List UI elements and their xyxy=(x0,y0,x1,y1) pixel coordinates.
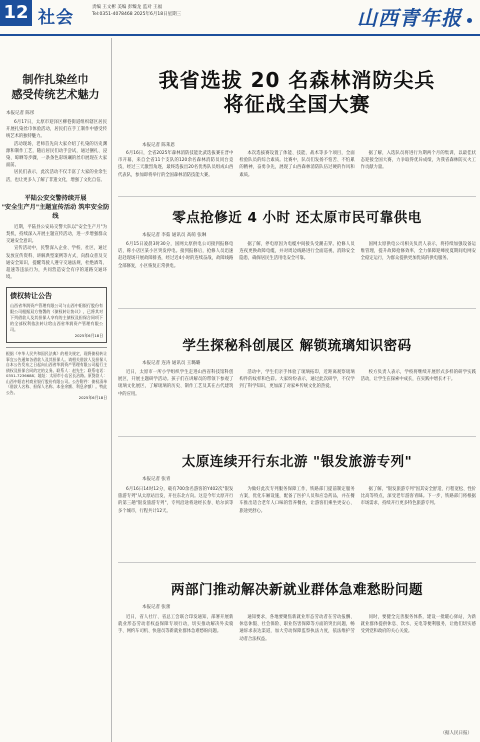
text-column xyxy=(239,369,354,427)
editor-line: 责编 王文彬 美编 彭臻龙 监对 王福 xyxy=(92,5,163,10)
article-5-byline: 本报记者 张蕾 xyxy=(142,605,171,610)
title-line: 平陆公安交警持续开展 xyxy=(24,194,87,202)
article-2-body xyxy=(118,241,476,301)
paragraph: 宣传活动中，民警深入企业、学校、社区，通过发放宣传资料、讲解典型案例等方式，向群众普及交通安全知识，提醒驾驶人遵守交通法规，杜绝酒驾、超速等违法行为，共同营造安全有序的道路交通环境。 xyxy=(6,246,107,281)
paragraph: 同时，要健全完善服务体系，建设一批暖心驿站，为新就业群体提供休息、饮水、充电等便利服务，让他们切实感受到党和政府的关心关爱。 xyxy=(360,615,476,635)
section-divider xyxy=(118,196,476,197)
title-line: 制作扎染丝巾 xyxy=(22,73,89,86)
editor-meta xyxy=(92,4,181,18)
newspaper-masthead: 山西青年报 xyxy=(357,6,462,30)
paragraph: 近期，平陆县公安局交警大队以"安全生产月"为契机，持续深入开展主题宣传活动，进一步增强群众交通安全意识。 xyxy=(6,224,107,245)
section-divider xyxy=(118,562,476,563)
main-column xyxy=(118,38,476,742)
page-number-badge: 12 xyxy=(0,0,32,26)
paragraph: 居民们表示，此次活动不仅丰富了大家的业余生活，也让更多人了解了非遗文化，增强了文化自信。 xyxy=(6,170,107,183)
text-column xyxy=(361,486,476,556)
article-1-byline: 本报记者 陈莱恩 xyxy=(142,143,175,148)
paragraph: 据了解，入选队员将进行为期两个月的集训，以最佳状态迎接全国大赛，力争取得优异成绩，为我省森林防灭火工作贡献力量。 xyxy=(360,151,476,171)
notice-title xyxy=(0,194,111,221)
legal-notice-date: 2025年6月18日 xyxy=(74,333,103,339)
notice-body xyxy=(6,224,107,282)
article-4-headline: 太原连续开行东北游 "银发旅游专列" xyxy=(181,454,413,470)
left-article-title xyxy=(0,72,111,102)
text-column xyxy=(118,486,233,556)
text-column xyxy=(239,486,354,556)
text-column xyxy=(239,614,354,726)
masthead-dot-icon xyxy=(467,18,472,23)
text-column xyxy=(118,150,233,190)
article-3-headline: 学生探秘科创展区 解锁琉璃知识密码 xyxy=(182,338,412,354)
date-line: Tel:0351-4078468 2025年6月18日星期三 xyxy=(92,12,182,17)
text-column xyxy=(239,150,354,190)
paragraph: 近日，省人社厅、省总工会联合印发通知，部署开展新就业形态劳动者权益保障专项行动，切实推动解决外卖骑手、网约车司机、快递员等新就业群体急难愁盼问题。 xyxy=(118,615,234,635)
legal-notice-box xyxy=(6,287,107,343)
text-column xyxy=(361,614,476,726)
article-2-byline: 本报记者 李茹 通讯员 高萌 张琳 xyxy=(142,233,207,238)
paragraph: 本次选拔赛设置了体能、技能、战术等多个项目，全面检验队员的综合素质。比赛中，队员们发扬不怕苦、不怕累的精神，奋勇争先，展现了山西森林消防队伍过硬的作风和素质。 xyxy=(239,151,355,178)
paragraph: 近日，太原市一所小学组织学生走进山西省科技馆科创展区，开展主题研学活动。孩子们在讲解员的带领下参观了琉璃文化展区，了解琉璃的历史、制作工艺及其在古代建筑中的应用。 xyxy=(118,370,234,397)
text-column xyxy=(361,150,476,190)
legal-notice-text: 根据《中华人民共和国民法典》的相关规定，现将债权转让事宜公告通知各借款人及其担保人。请相关借款人及担保人自本公告发布之日起向山西省华润资产管理有限公司履行主债权及担保合同约定的义务。联系人：赵先生；联系电话：0351-7236688；地址：太原市小店区长治路。原贷款人：山西中阳农村商业银行股份有限公司。公告附件：债权清单（借款人名称、担保人名称、本金余额、利息余额）。特此公告。 xyxy=(6,351,107,395)
article-2-headline: 零点抢修近 4 小时 还太原市民可靠供电 xyxy=(172,210,422,226)
section-divider xyxy=(118,436,476,437)
legal-notice-text: 山西省华润资产管理有限公司与山西中阳银行股份有限公司根据双方签署的《债权转让协议》，已将其对下列借款人及其担保人享有的主债权及担保合同项下的全部权利依法转让给山西省华润资产管理有限公司。 xyxy=(10,303,103,333)
headline-line: 我省选拔 20 名森林消防尖兵 xyxy=(158,68,436,92)
page-header xyxy=(0,0,480,36)
left-column xyxy=(0,38,112,742)
title-line: "安全生产月"主题宣传活动 筑牢安全防线 xyxy=(1,203,110,220)
article-5-credit: （据人民日报） xyxy=(440,731,472,736)
headline-line: 将征战全国大赛 xyxy=(223,92,371,116)
article-1-body xyxy=(118,150,476,190)
legal-notice-title: 债权转让公告 xyxy=(10,292,52,301)
article-5-body xyxy=(118,614,476,726)
article-4-byline: 本报记者 张青 xyxy=(142,477,171,482)
article-3-body xyxy=(118,369,476,427)
text-column xyxy=(118,614,233,726)
left-article-byline: 本报记者 陈彤 xyxy=(6,111,35,116)
text-column xyxy=(361,241,476,301)
section-name: 社会 xyxy=(38,8,74,28)
left-article-body xyxy=(6,119,107,184)
paragraph: 国网太原供电公司相关负责人表示，将持续加强设备运维管理，提升故障抢修效率，全力保障迎峰度夏期间电网安全稳定运行，为群众提供更加优质的供电服务。 xyxy=(360,242,476,262)
paragraph: 6月16日14时12分，载有700余名游客的Y402次"银发旅游专列"从太原站出发，开往东北方向。这是今年太原开行的第三趟"银发旅游专列"，专列沿途将途经长春、哈尔滨等多个城市，行程共计12天。 xyxy=(118,487,234,514)
text-column xyxy=(361,369,476,427)
paragraph: 为做好此次专列服务保障工作，铁路部门提前制定服务方案，优化车厢设施，配备了医护人员和应急药品，并在餐车推出适合老年人口味的营养餐食，让游客们乘坐更安心、旅途更舒心。 xyxy=(239,487,355,514)
paragraph: 活动现场，老师首先向大家介绍了扎染的历史渊源和制作工艺，随后居民们动手尝试，通过捆扎、浸染、晾晒等步骤，一条条色彩斑斓的丝巾展现在大家面前。 xyxy=(6,141,107,169)
paragraph: 6月16日，全省2025年森林消防技能比武选拔赛在晋中市开幕，来自全省11个支队的120余名森林消防员同台竞技，经过三天激烈角逐，最终选拔出20名优秀队员组成山西代表队，参加即将举行的全国森林消防技能大赛。 xyxy=(118,151,234,178)
legal-notice-date: 2025年6月18日 xyxy=(78,395,107,401)
paragraph: 通知要求，各地要聚焦新就业形态劳动者在劳动报酬、休息休假、社会保险、职业伤害保障等方面的突出问题，畅通诉求表达渠道，加大劳动保障监察执法力度，依法维护劳动者合法权益。 xyxy=(239,615,355,642)
paragraph: 6月15日凌晨3时30分，国网太原供电公司接到报修电话，称小店区某小区突发停电。接到报修后，抢修人员迅速赶赴现场开展故障排查，经过近4小时的连续奋战，故障线路全部修复，小区恢复正常供电。 xyxy=(118,242,234,269)
text-column xyxy=(118,241,233,301)
title-line: 感受传统艺术魅力 xyxy=(11,88,100,101)
article-5-headline: 两部门推动解决新就业群体急难愁盼问题 xyxy=(171,582,423,598)
legal-notice-continued xyxy=(6,347,107,401)
article-1-headline xyxy=(118,68,476,116)
paragraph: 校方负责人表示，学校将继续开展形式多样的研学实践活动，让学生在探索中成长，在实践中增长才干。 xyxy=(360,370,476,383)
section-divider xyxy=(118,308,476,309)
text-column xyxy=(118,369,233,427)
article-3-byline: 本报记者 连涛 通讯员 王璐璐 xyxy=(142,361,201,366)
paragraph: 据了解，"银发旅游专列"因其安全舒适、行程宽松、性价比高等特点，深受老年游客青睐。下一步，铁路部门将根据市场需求，持续开行更多特色旅游专列。 xyxy=(360,487,476,507)
paragraph: 活动中，学生们亲手体验了琉璃拓印，近距离观察琉璃构件的纹样和色彩。大家纷纷表示，通过此次研学，不仅学到了科学知识，更加深了对家乡传统文化的热爱。 xyxy=(239,370,355,390)
paragraph: 据了解，停电原因为电缆中间接头受潮击穿。抢修人员连夜更换故障电缆，并对周边线路进行全面巡视，消除安全隐患，确保居民生活用电安全可靠。 xyxy=(239,242,355,262)
text-column xyxy=(239,241,354,301)
paragraph: 6月17日，太原市迎泽区柳巷街道组织辖区居民开展扎染丝巾体验活动，居民们在手工制作中感受传统艺术的独特魅力。 xyxy=(6,120,107,140)
article-4-body xyxy=(118,486,476,556)
